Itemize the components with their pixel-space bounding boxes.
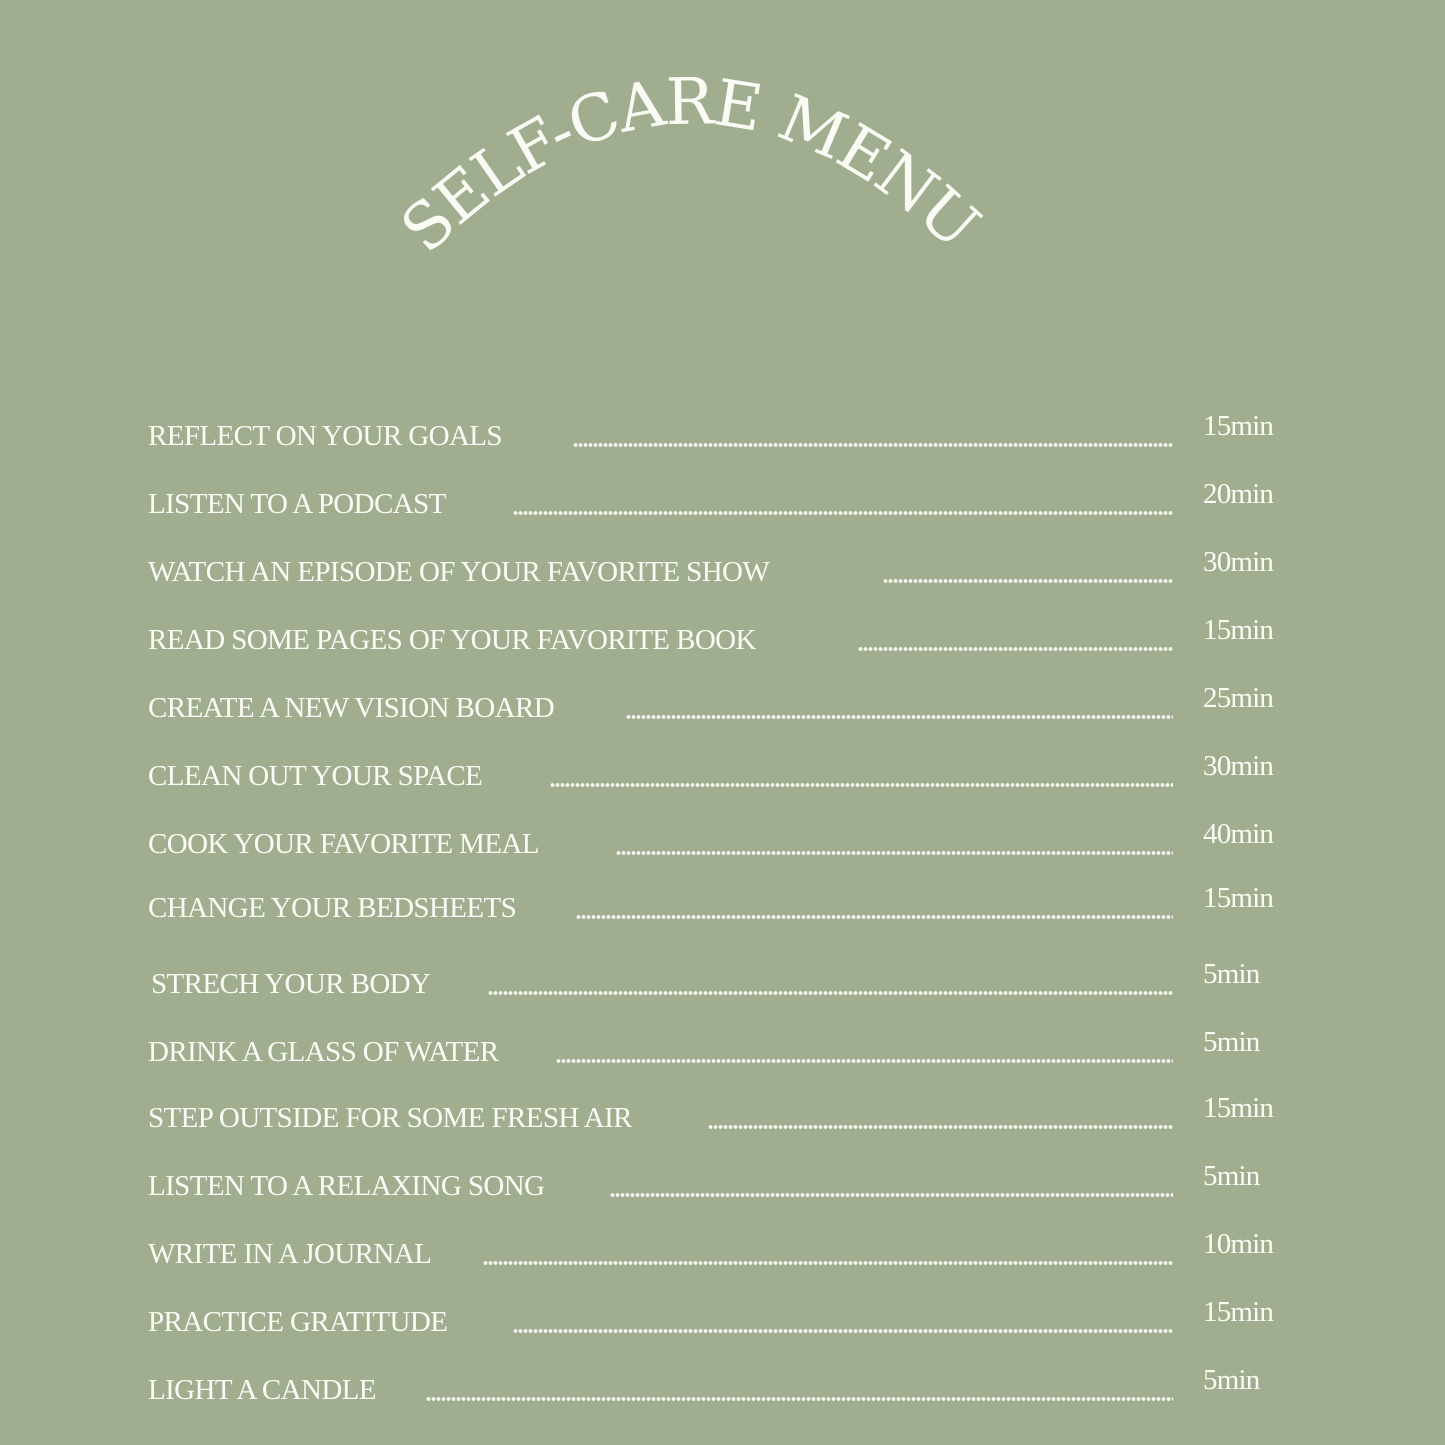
duration-label: 30min (1203, 750, 1274, 782)
activity-label: LISTEN TO A PODCAST (148, 488, 446, 520)
duration-label: 30min (1203, 546, 1274, 578)
menu-item (148, 546, 1298, 596)
duration-label: 5min (1203, 1026, 1260, 1058)
dot-leader (883, 578, 1173, 584)
menu-item (148, 1092, 1298, 1142)
duration-label: 5min (1203, 1364, 1260, 1396)
activity-label: WATCH AN EPISODE OF YOUR FAVORITE SHOW (148, 556, 770, 588)
page-title: SELF-CARE MENU (387, 65, 992, 268)
duration-label: 5min (1203, 958, 1260, 990)
dot-leader (513, 1328, 1173, 1334)
menu-item (148, 614, 1298, 664)
duration-label: 15min (1203, 882, 1274, 914)
dot-leader (556, 1058, 1173, 1064)
dot-leader (858, 646, 1173, 652)
activity-label: DRINK A GLASS OF WATER (148, 1036, 499, 1068)
dot-leader (426, 1396, 1173, 1402)
duration-label: 15min (1203, 410, 1274, 442)
duration-label: 5min (1203, 1160, 1260, 1192)
menu-item (148, 1364, 1298, 1414)
menu-item (148, 410, 1298, 460)
duration-label: 40min (1203, 818, 1274, 850)
activity-label: WRITE IN A JOURNAL (148, 1238, 432, 1270)
menu-item (148, 750, 1298, 800)
menu-item (148, 1160, 1298, 1210)
dot-leader (576, 914, 1173, 920)
dot-leader (573, 442, 1173, 448)
duration-label: 15min (1203, 614, 1274, 646)
dot-leader (513, 510, 1173, 516)
duration-label: 15min (1203, 1296, 1274, 1328)
menu-item (148, 1228, 1298, 1278)
dot-leader (616, 850, 1173, 856)
dot-leader (550, 782, 1173, 788)
activity-label: STRECH YOUR BODY (151, 968, 431, 1000)
menu-item (148, 1296, 1298, 1346)
dot-leader (610, 1192, 1173, 1198)
activity-label: COOK YOUR FAVORITE MEAL (148, 828, 539, 860)
activity-label: REFLECT ON YOUR GOALS (148, 420, 502, 452)
dot-leader (483, 1260, 1173, 1266)
activity-label: CHANGE YOUR BEDSHEETS (148, 892, 517, 924)
menu-item (148, 478, 1298, 528)
activity-label: CLEAN OUT YOUR SPACE (148, 760, 483, 792)
duration-label: 10min (1203, 1228, 1274, 1260)
menu-item (148, 818, 1298, 868)
activity-label: READ SOME PAGES OF YOUR FAVORITE BOOK (148, 624, 756, 656)
menu-item (148, 1026, 1298, 1076)
menu-item (148, 958, 1298, 1008)
dot-leader (626, 714, 1173, 720)
duration-label: 20min (1203, 478, 1274, 510)
activity-label: LISTEN TO A RELAXING SONG (148, 1170, 545, 1202)
dot-leader (488, 990, 1173, 996)
dot-leader (708, 1124, 1173, 1130)
activity-label: STEP OUTSIDE FOR SOME FRESH AIR (148, 1102, 632, 1134)
duration-label: 15min (1203, 1092, 1274, 1124)
activity-label: LIGHT A CANDLE (148, 1374, 376, 1406)
activity-label: PRACTICE GRATITUDE (148, 1306, 448, 1338)
menu-item (148, 882, 1298, 932)
duration-label: 25min (1203, 682, 1274, 714)
activity-label: CREATE A NEW VISION BOARD (148, 692, 555, 724)
menu-item (148, 682, 1298, 732)
